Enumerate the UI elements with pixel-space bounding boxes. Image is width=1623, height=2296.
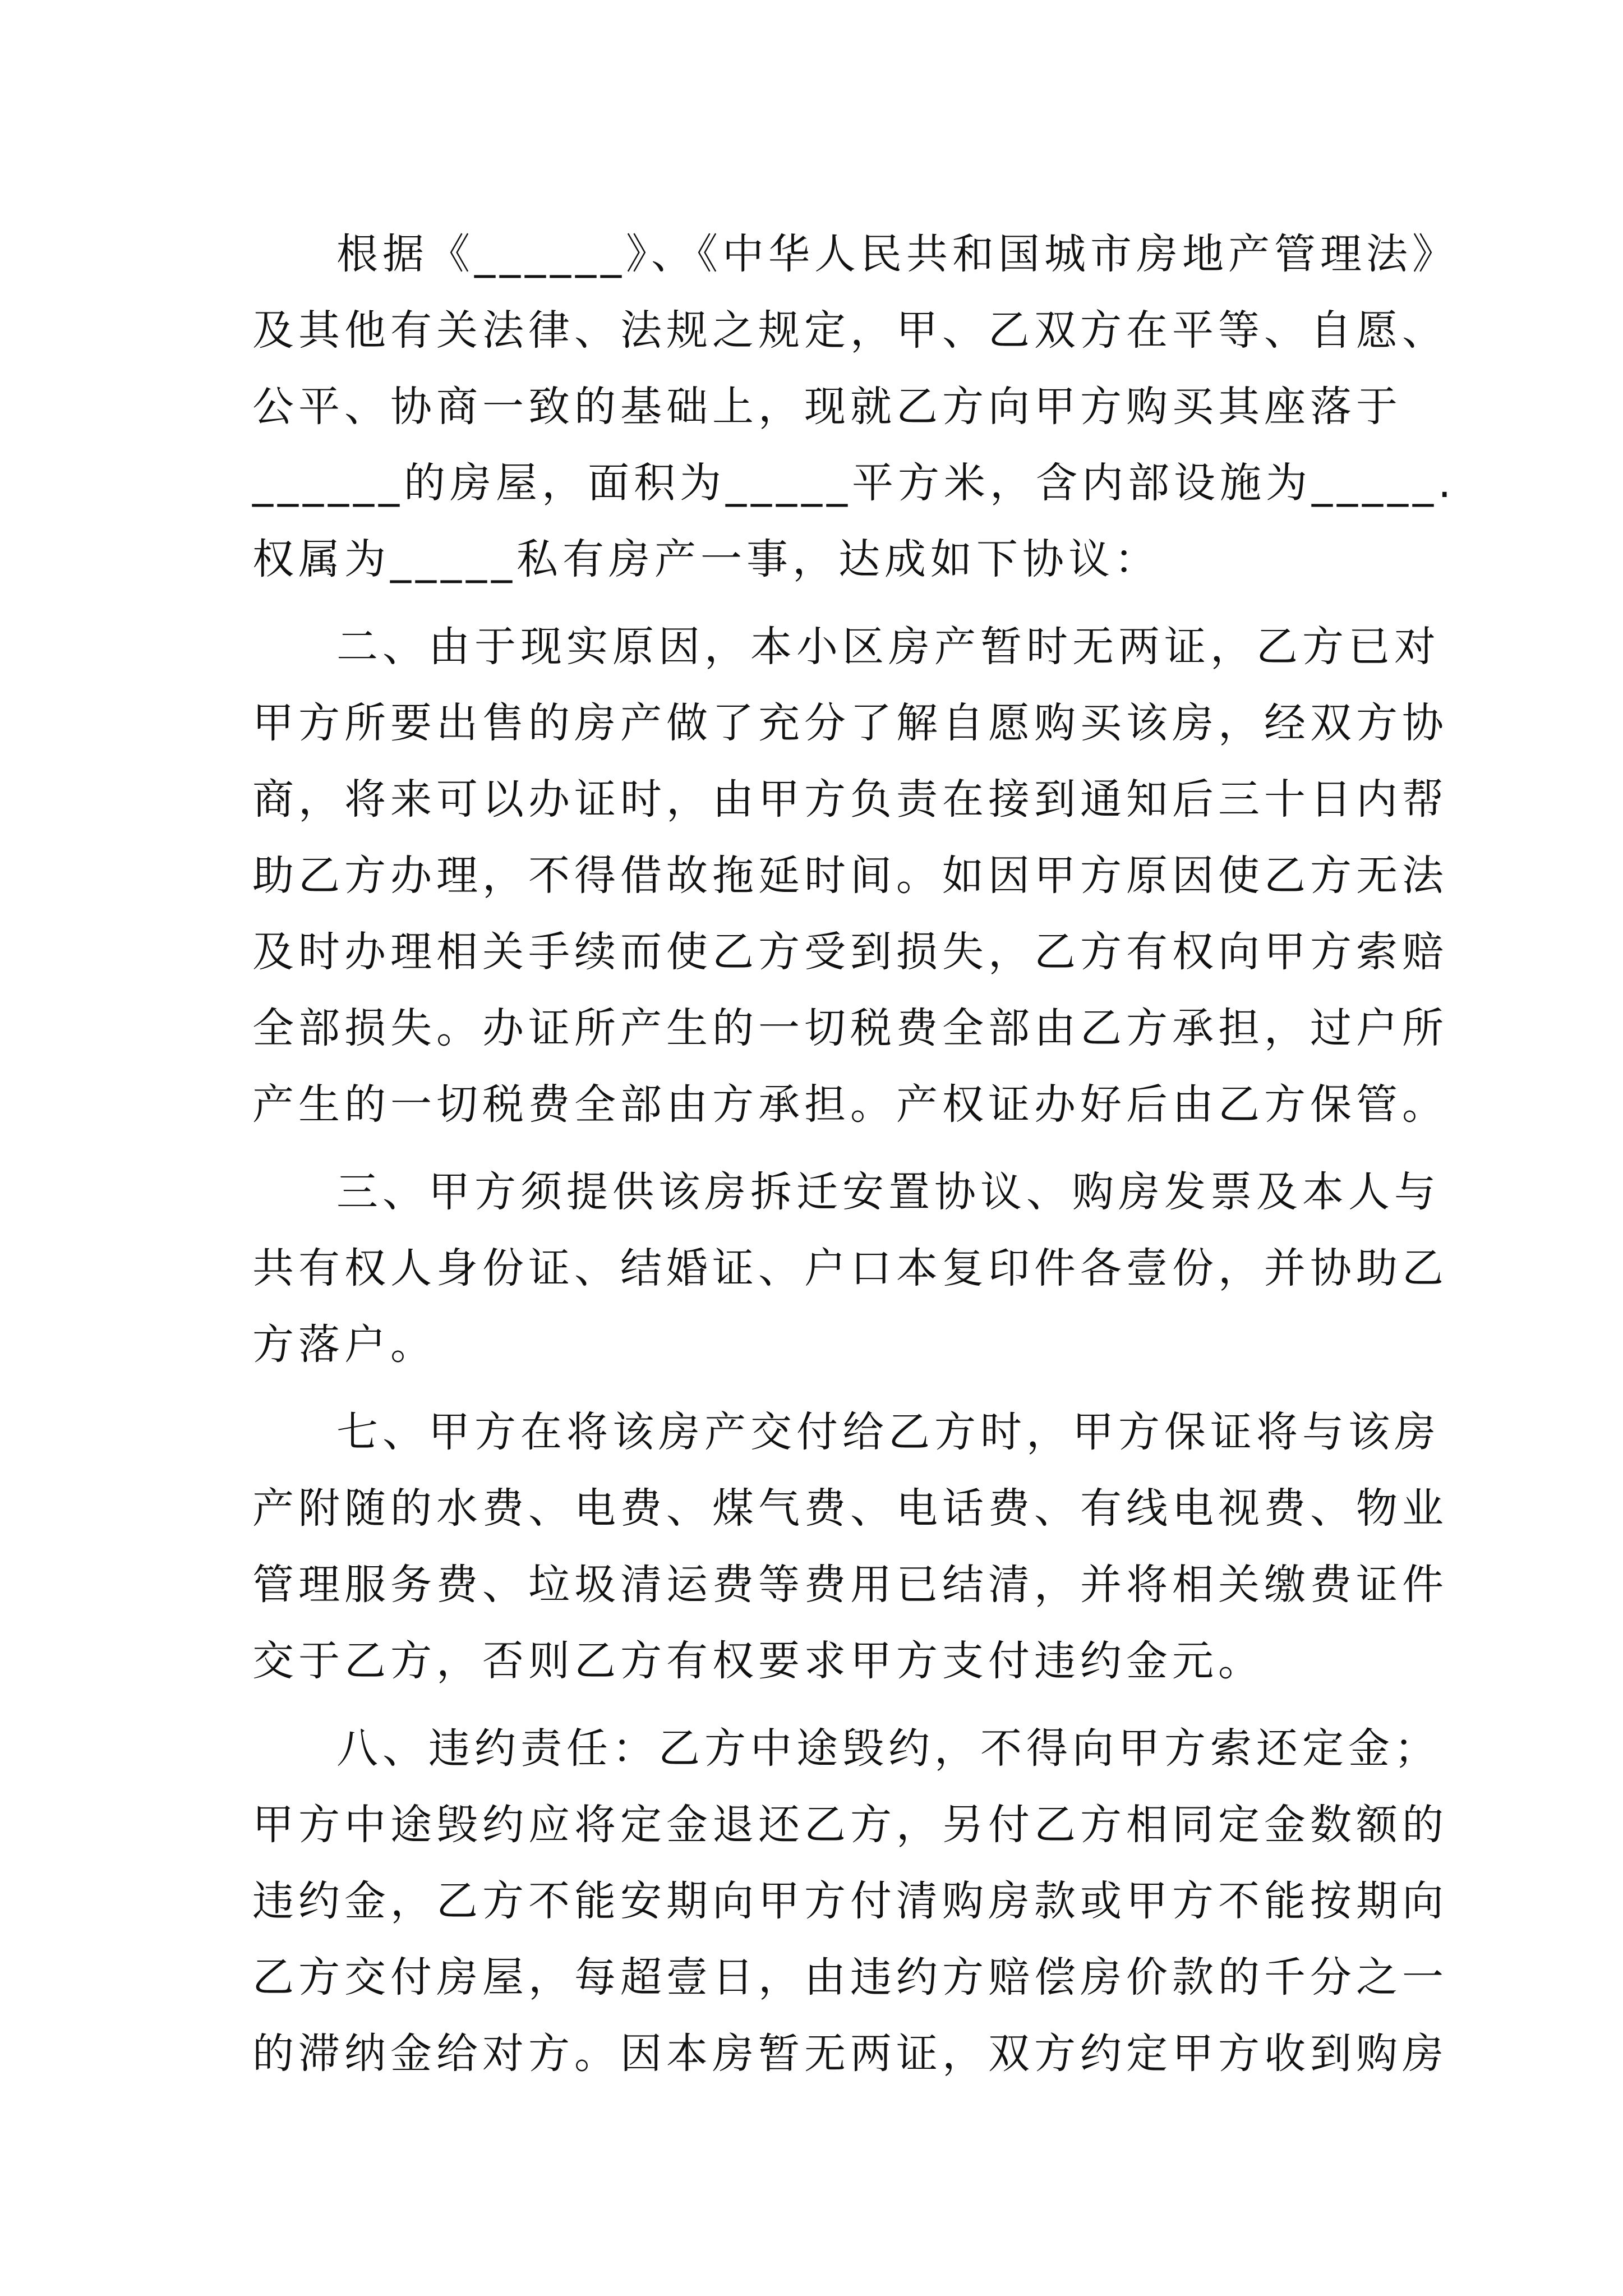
text-line: 及其他有关法律、法规之规定，甲、乙双方在平等、自愿、 [252,306,1448,355]
text-line: 全部损失。办证所产生的一切税费全部由乙方承担，过户所 [252,1004,1448,1052]
text-line: 方落户。 [252,1320,436,1369]
text-line: 甲方中途毁约应将定金退还乙方，另付乙方相同定金数额的 [252,1801,1448,1849]
text-line: 根据《______》、《中华人民共和国城市房地产管理法》 [336,230,1458,278]
text-line: 公平、协商一致的基础上，现就乙方向甲方购买其座落于 [252,383,1402,431]
text-line: 及时办理相关手续而使乙方受到损失，乙方有权向甲方索赔 [252,928,1448,976]
text-line: 管理服务费、垃圾清运费等费用已结清，并将相关缴费证件 [252,1561,1448,1609]
text-line: 三、甲方须提供该房拆迁安置协议、购房发票及本人与 [336,1168,1440,1216]
text-line: 权属为_____私有房产一事，达成如下协议： [252,535,1160,583]
text-line: 共有权人身份证、结婚证、户口本复印件各壹份，并协助乙 [252,1244,1448,1292]
text-line: 产生的一切税费全部由方承担。产权证办好后由乙方保管。 [252,1080,1448,1129]
text-line: 甲方所要出售的房产做了充分了解自愿购买该房，经双方协 [252,699,1448,747]
text-line: ______的房屋，面积为_____平方米，含内部设施为_____. [252,459,1456,507]
text-line: 商，将来可以办证时，由甲方负责在接到通知后三十日内帮 [252,775,1448,823]
text-line: 助乙方办理，不得借故拖延时间。如因甲方原因使乙方无法 [252,852,1448,900]
text-line: 违约金，乙方不能安期向甲方付清购房款或甲方不能按期向 [252,1877,1448,1925]
text-line: 七、甲方在将该房产交付给乙方时，甲方保证将与该房 [336,1408,1440,1456]
text-line: 乙方交付房屋，每超壹日，由违约方赔偿房价款的千分之一 [252,1953,1448,2001]
text-line: 八、违约责任：乙方中途毁约，不得向甲方索还定金； [336,1724,1440,1773]
text-line: 产附随的水费、电费、煤气费、电话费、有线电视费、物业 [252,1484,1448,1533]
text-line: 交于乙方，否则乙方有权要求甲方支付违约金元。 [252,1637,1264,1685]
contract-text [252,216,1458,2092]
text-line: 二、由于现实原因，本小区房产暂时无两证，乙方已对 [336,623,1440,671]
text-line: 的滞纳金给对方。因本房暂无两证，双方约定甲方收到购房 [252,2030,1448,2078]
